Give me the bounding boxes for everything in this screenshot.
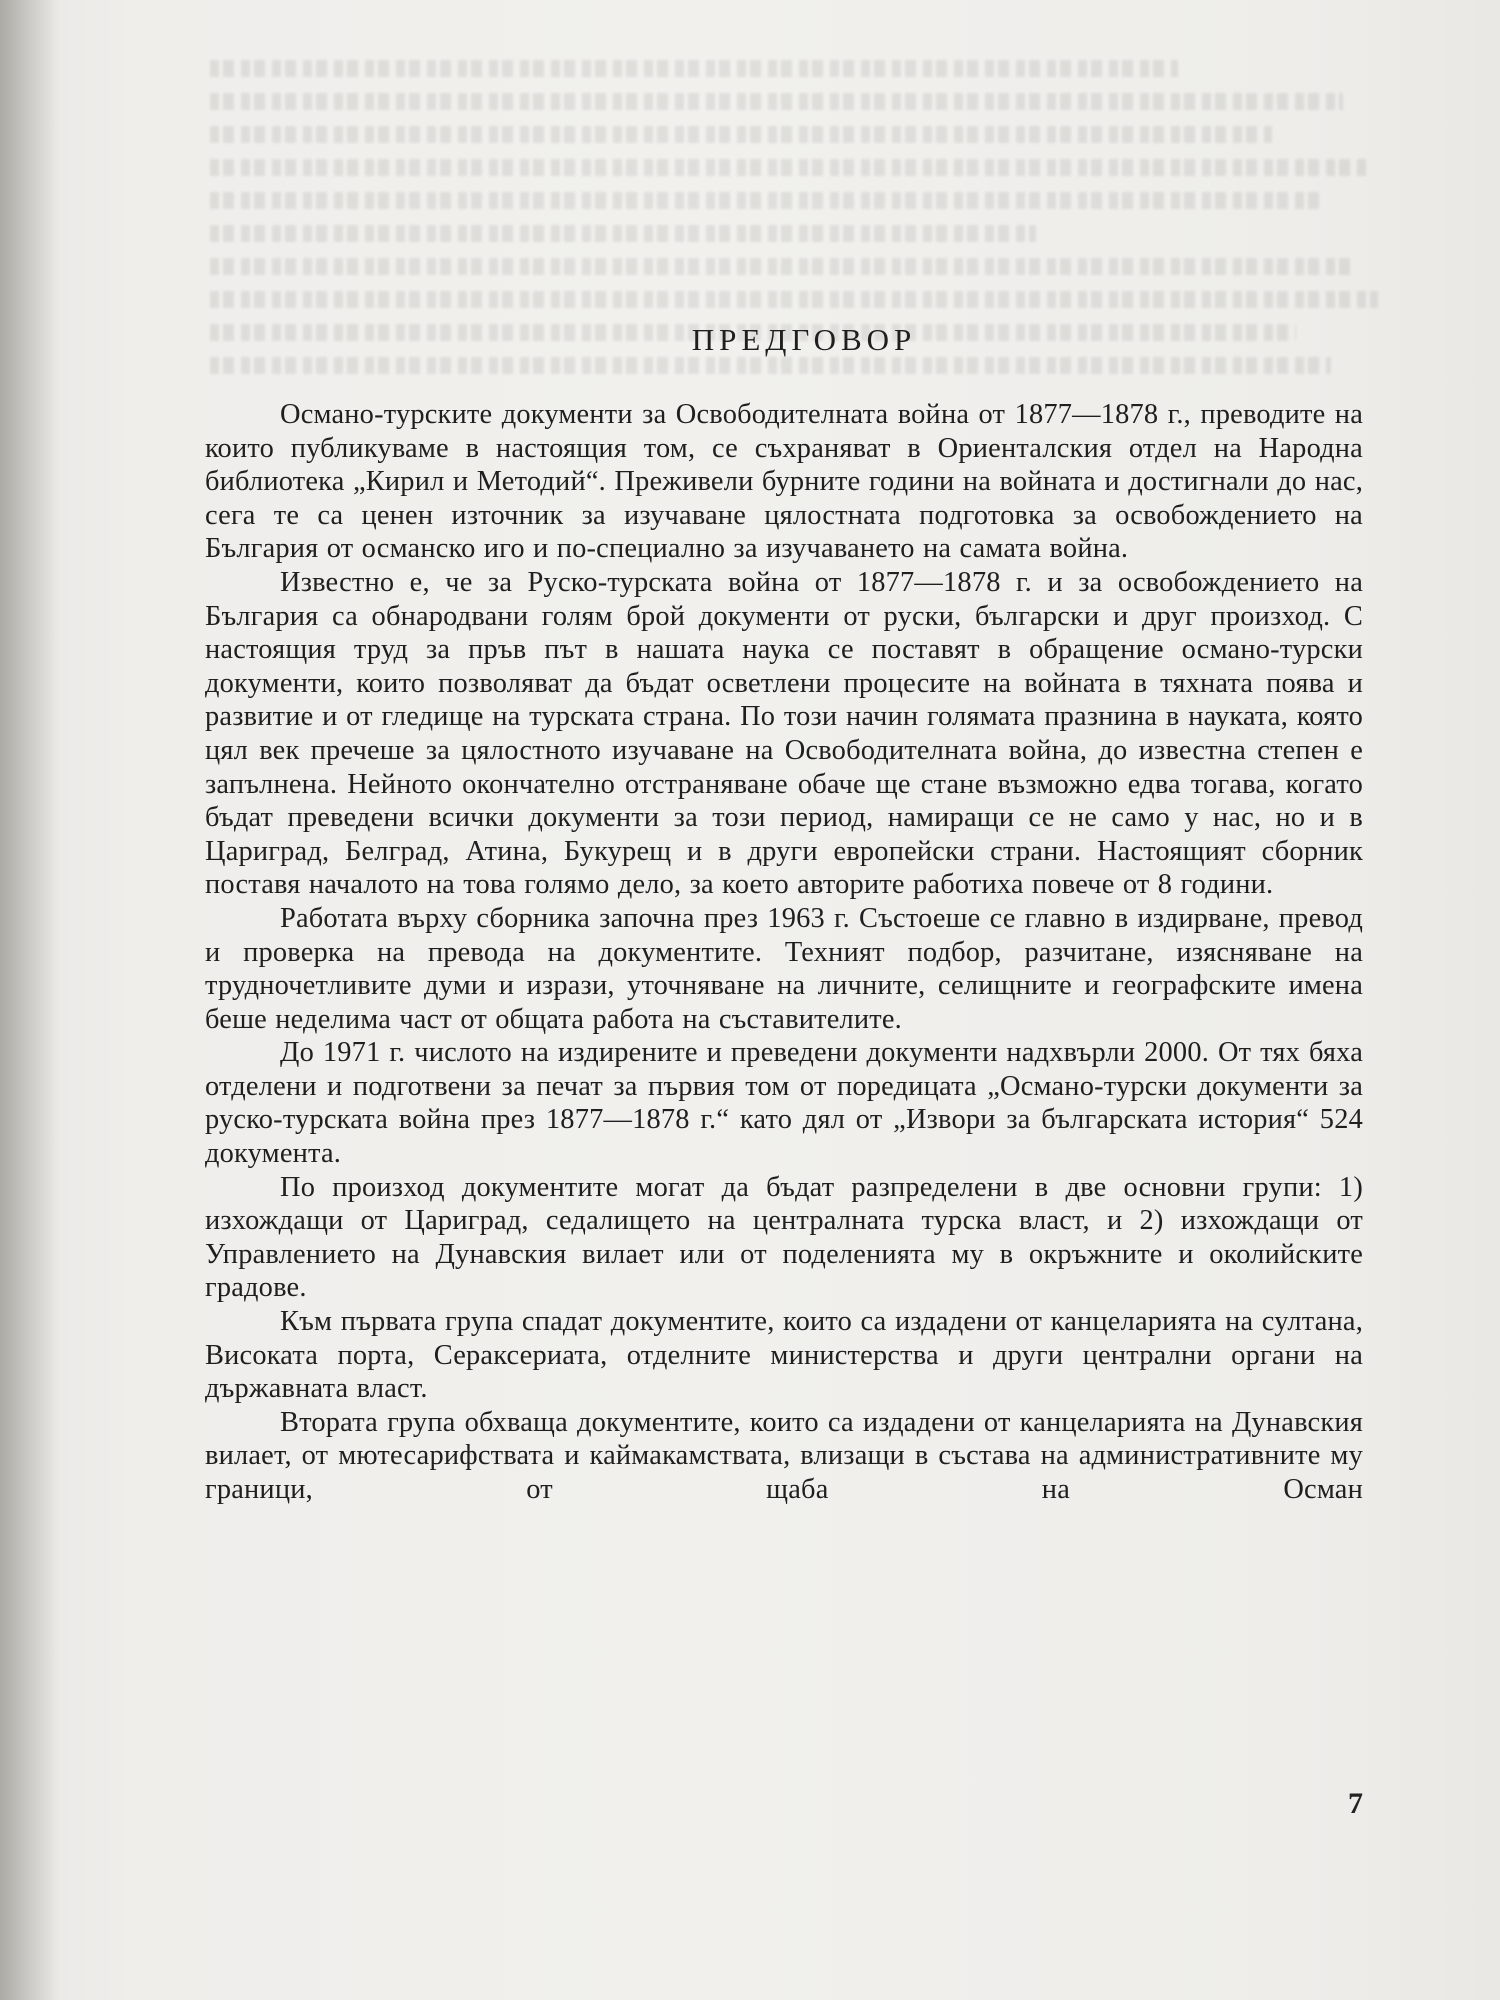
paragraph: Към първата група спадат документите, които са издадени от канцеларията на султана, Високата порта, Сераксериата, отделните министерства и други централни органи на държавната власт. (205, 1306, 1363, 1405)
paragraph: Работата върху сборника започна през 1963 г. Състоеше се главно в издирване, превод и проверка на превода на документите. Техният подбор, разчитане, изясняване на трудночетливите думи и изрази, уточняване на личните, селищните и географските имена беше неделима част от общата работа на съставителите. (205, 902, 1363, 1035)
paragraph: Втората група обхваща документите, които са издадени от канцеларията на Дунавския вилает, от мютесарифствата и каймакамствата, влизащи в състава на административните му граници, от щаба на Осман (205, 1406, 1363, 1505)
paragraph: До 1971 г. числото на издирените и преведени документи надхвърли 2000. От тях бяха отделени и подготвени за печат за първия том от поредицата „Османо-турски документи за руско-турската война през 1877—1878 г.“ като дял от „Извори за българската история“ 524 документа. (205, 1037, 1363, 1170)
paragraph: Известно е, че за Руско-турската война от 1877—1878 г. и за освобождението на България са обнародвани голям брой документи от руски, български и друг произход. С настоящия труд за пръв път в нашата наука се поставят в обращение османо-турски документи, които позволяват да бъдат осветлени процесите на войната в тяхната поява и развитие и от гледище на турската страна. По този начин голямата празнина в науката, която цял век пречеше за цялостното изучаване на Освободителната война, до известна степен е запълнена. Нейното окончателно отстраняване обаче ще стане възможно едва тогава, когато бъдат преведени всички документи за този период, намиращи се не само у нас, но и в Цариград, Белград, Атина, Букурещ и в други европейски страни. Настоящият сборник поставя началото на това голямо дело, за което авторите работиха повече от 8 години. (205, 566, 1363, 901)
page-gutter-shadow (0, 0, 60, 2000)
paragraph: По произход документите могат да бъдат разпределени в две основни групи: 1) изхождащи от Цариград, седалището на централната турска власт, и 2) изхождащи от Управлението на Дунавския вилает или от поделенията му в окръжните и околийските градове. (205, 1171, 1363, 1304)
page-title: ПРЕДГОВОР (691, 322, 917, 357)
paragraph: Османо-турските документи за Освободителната война от 1877—1878 г., преводите на които публикуваме в настоящия том, се съхраняват в Ориенталския отдел на Народна библиотека „Кирил и Методий“. Преживели бурните години на войната и достигнали до нас, сега те са ценен източник за изучаване цялостната подготовка за освобождението на България от османско иго и по-специално за изучаването на самата война. (205, 399, 1363, 565)
page-content (205, 322, 1363, 1507)
page-number: 7 (1348, 1787, 1363, 1820)
